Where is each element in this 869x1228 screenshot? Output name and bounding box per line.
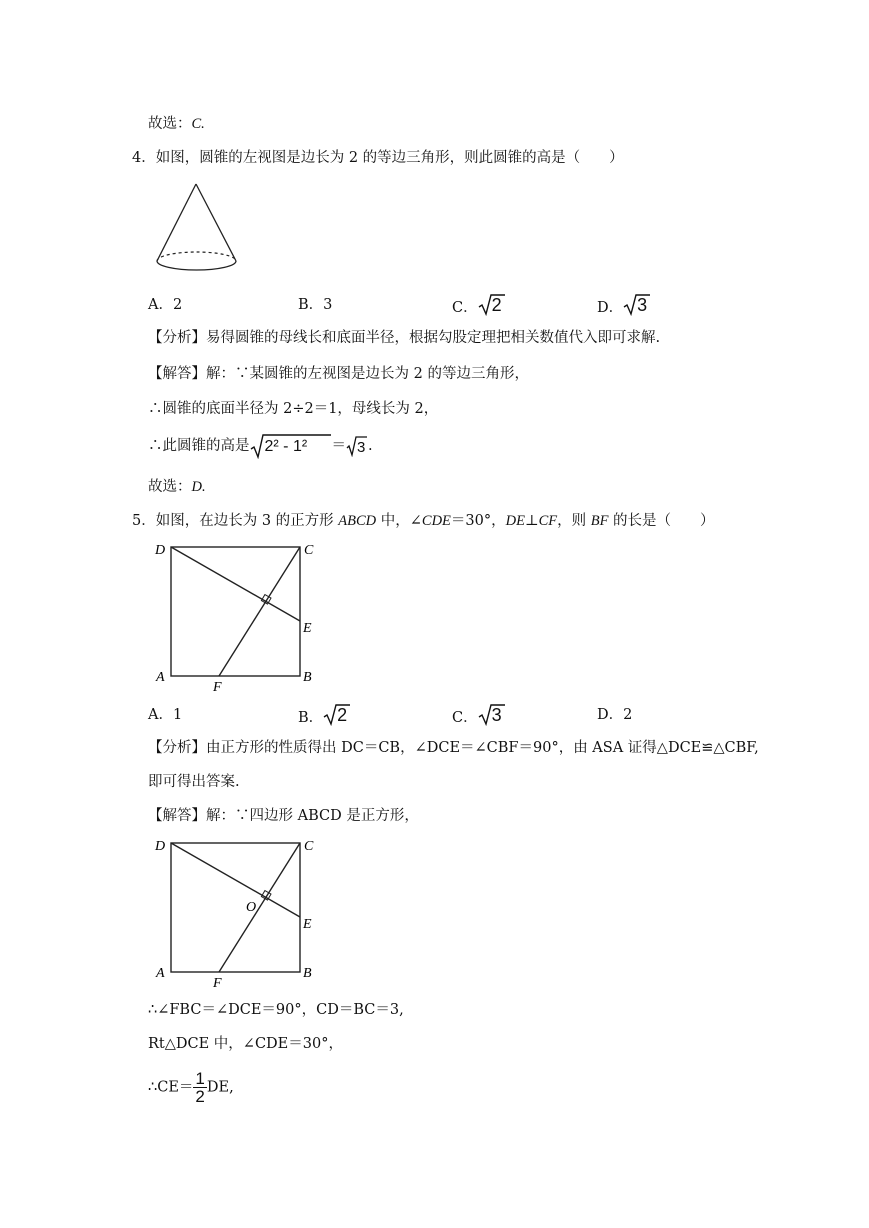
stem-var: BF xyxy=(590,513,609,529)
analysis-text: 易得圆锥的母线长和底面半径，根据勾股定理把相关数值代入即可求解. xyxy=(206,330,661,346)
radicand: 2 xyxy=(491,295,502,315)
stem-var: CF xyxy=(538,513,558,529)
q4-step2 xyxy=(148,433,373,459)
q5-analysis xyxy=(148,738,759,758)
label-c: C xyxy=(304,839,314,854)
q5-option-c xyxy=(452,703,506,733)
option-value: 2 xyxy=(623,707,633,723)
stem-text: 中，∠ xyxy=(376,513,422,529)
radicand: 3 xyxy=(357,439,366,456)
answer-choice: C. xyxy=(191,116,205,132)
stem-text: 的长是（ ） xyxy=(608,513,715,529)
q5-analysis-line2: 即可得出答案. xyxy=(148,774,240,790)
option-label: A． xyxy=(148,297,173,313)
stem-var: DE xyxy=(505,513,525,529)
q4-option-a xyxy=(148,295,182,315)
option-label: B． xyxy=(298,297,324,313)
sqrt-icon xyxy=(250,433,332,459)
option-label: B． xyxy=(298,710,324,726)
square-figure-1 xyxy=(150,538,330,698)
label-e: E xyxy=(303,621,312,636)
period: . xyxy=(368,438,373,454)
label-a: A xyxy=(156,966,165,981)
q5-option-a xyxy=(148,705,182,725)
radicand: 3 xyxy=(637,295,648,315)
q4-step1: ∴圆锥的底面半径为 2÷2＝1，母线长为 2， xyxy=(148,401,439,417)
q5-stem xyxy=(132,511,715,531)
label-a: A xyxy=(156,670,165,685)
option-value: 1 xyxy=(172,707,183,723)
q5-option-b xyxy=(298,703,351,733)
solution-text: 解：∵四边形 ABCD 是正方形， xyxy=(206,808,419,824)
stem-text: 5．如图，在边长为 3 的正方形 xyxy=(132,513,339,529)
analysis-text: 由正方形的性质得出 DC＝CB，∠DCE＝∠CBF＝90°，由 ASA 证得△DCE≌△CBF, xyxy=(206,740,759,756)
option-label: A． xyxy=(148,707,173,723)
cone-figure xyxy=(154,182,244,276)
label-d: D xyxy=(155,839,166,854)
stem-text: ＝30°， xyxy=(450,513,506,529)
sqrt-icon xyxy=(478,703,506,733)
fraction xyxy=(193,1070,206,1105)
equals: ＝ xyxy=(331,438,346,454)
label-b: B xyxy=(303,966,312,981)
solution-tag: 【解答】 xyxy=(148,366,206,382)
radicand: 2 xyxy=(337,705,348,725)
analysis-tag: 【分析】 xyxy=(148,330,206,346)
q4-solution xyxy=(148,364,529,384)
label-b: B xyxy=(303,670,312,685)
q5-step2: Rt△DCE 中，∠CDE＝30°， xyxy=(148,1036,343,1052)
q5-step3 xyxy=(148,1070,234,1105)
label-e: E xyxy=(303,917,312,932)
solution-text: 解：∵某圆锥的左视图是边长为 2 的等边三角形， xyxy=(206,366,529,382)
stem-var: CDE xyxy=(421,513,451,529)
analysis-tag: 【分析】 xyxy=(148,740,206,756)
sqrt-icon xyxy=(323,703,351,733)
q5-option-d xyxy=(597,705,632,725)
option-value: 3 xyxy=(323,297,333,313)
q4-option-c xyxy=(452,293,506,323)
denominator: 2 xyxy=(195,1087,205,1106)
sqrt-icon xyxy=(346,435,368,457)
q5-step1: ∴∠FBC＝∠DCE＝90°，CD＝BC＝3, xyxy=(148,1002,404,1018)
option-label: D． xyxy=(597,707,624,723)
step-prefix: ∴此圆锥的高是 xyxy=(148,438,250,454)
q4-option-b xyxy=(298,295,332,315)
q4-option-d xyxy=(597,293,651,323)
step-prefix: ∴CE＝ xyxy=(148,1079,194,1096)
q4-stem: 4．如图，圆锥的左视图是边长为 2 的等边三角形，则此圆锥的高是（ ） xyxy=(132,150,624,166)
stem-text: ，则 xyxy=(557,513,591,529)
numerator: 1 xyxy=(195,1069,205,1088)
stem-var: ABCD xyxy=(338,513,377,529)
label-f: F xyxy=(213,976,222,991)
prev-answer-line xyxy=(148,114,205,134)
label-o: O xyxy=(246,900,257,915)
option-label: D． xyxy=(597,300,624,316)
sqrt-icon xyxy=(478,293,506,323)
sqrt-icon xyxy=(623,293,651,323)
q4-choice xyxy=(148,477,206,497)
choice-value: D. xyxy=(191,479,206,495)
solution-tag: 【解答】 xyxy=(148,808,206,824)
option-label: C． xyxy=(452,300,478,316)
q5-solution xyxy=(148,806,419,826)
q4-analysis xyxy=(148,328,660,348)
square-figure-2 xyxy=(150,834,330,994)
label-d: D xyxy=(155,543,166,558)
option-value: 2 xyxy=(172,297,183,313)
radicand: 3 xyxy=(491,705,502,725)
option-label: C． xyxy=(452,710,478,726)
answer-prefix: 故选： xyxy=(148,116,192,132)
label-c: C xyxy=(304,543,314,558)
stem-text: ⊥ xyxy=(524,513,539,529)
choice-prefix: 故选： xyxy=(148,479,192,495)
step-suffix: DE, xyxy=(206,1079,234,1096)
label-f: F xyxy=(213,680,222,695)
radicand: 2² - 1² xyxy=(264,438,308,455)
